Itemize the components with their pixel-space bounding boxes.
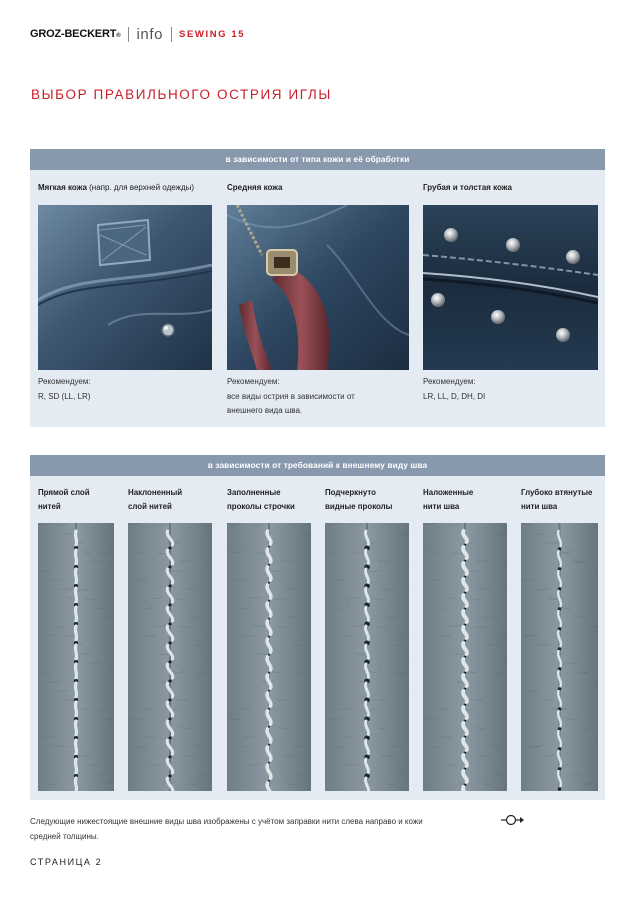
header-divider bbox=[171, 27, 172, 42]
page-header bbox=[30, 24, 245, 44]
thick-leather-recommendation bbox=[423, 375, 485, 404]
seam-title-deep bbox=[521, 486, 611, 515]
column-title-note: (напр. для верхней одежды) bbox=[86, 183, 195, 192]
seam-title-line: нитей bbox=[38, 502, 61, 512]
brand-mark: ® bbox=[116, 33, 121, 39]
soft-leather-recommendation bbox=[38, 375, 91, 404]
seam-title-line: видные проколы bbox=[325, 502, 393, 512]
thick-leather-image bbox=[423, 205, 598, 370]
section-label: SEWING 15 bbox=[179, 28, 246, 40]
seam-title-line: слой нитей bbox=[128, 502, 172, 512]
seam-title-line: Подчеркнуто bbox=[325, 488, 376, 497]
seam-title-line: Заполненные bbox=[227, 488, 281, 497]
seam-image-straight bbox=[38, 523, 114, 791]
footnote bbox=[30, 814, 500, 844]
recommend-value: R, SD (LL, LR) bbox=[38, 391, 91, 401]
page-title: ВЫБОР ПРАВИЛЬНОГО ОСТРИЯ ИГЛЫ bbox=[31, 87, 332, 102]
recommend-value: все виды острия в зависимости от bbox=[227, 391, 355, 401]
seam-image-deep bbox=[521, 523, 598, 791]
seam-image-inclined bbox=[128, 523, 212, 791]
leather-type-heading: в зависимости от типа кожи и её обработки bbox=[30, 149, 605, 170]
thread-direction-arrow-icon bbox=[500, 813, 526, 827]
leather-type-panel bbox=[30, 149, 605, 427]
thick-leather-title bbox=[423, 181, 512, 196]
seam-title-line: нити шва bbox=[423, 502, 460, 512]
seam-appearance-panel bbox=[30, 455, 605, 800]
seam-title-line: Прямой слой bbox=[38, 488, 90, 497]
seam-appearance-heading: в зависимости от требований к внешнему виду шва bbox=[30, 455, 605, 476]
seam-title-line: Наклоненный bbox=[128, 488, 183, 497]
seam-title-overlaid bbox=[423, 486, 513, 515]
seam-image-overlaid bbox=[423, 523, 507, 791]
seam-title-line: проколы строчки bbox=[227, 502, 295, 512]
seam-title-line: Глубоко втянутые bbox=[521, 488, 593, 497]
seam-title-straight bbox=[38, 486, 128, 515]
footnote-line: Следующие нижестоящие внешние виды шва изображены с учётом заправки нити слева направо и кожи bbox=[30, 817, 423, 826]
recommend-value: внешнего вида шва. bbox=[227, 406, 303, 415]
medium-leather-recommendation bbox=[227, 375, 355, 419]
recommend-label: Рекомендуем: bbox=[423, 377, 476, 386]
info-label: info bbox=[136, 25, 164, 43]
seam-image-visible-holes bbox=[325, 523, 409, 791]
brand-logo bbox=[30, 28, 120, 40]
column-title-bold: Мягкая кожа bbox=[38, 183, 87, 192]
seam-title-line: Наложенные bbox=[423, 488, 474, 497]
header-divider bbox=[128, 27, 129, 42]
soft-leather-image bbox=[38, 205, 212, 370]
seam-title-line: нити шва bbox=[521, 502, 558, 512]
page-number: СТРАНИЦА 2 bbox=[30, 857, 103, 867]
seam-title-inclined bbox=[128, 486, 218, 515]
seam-title-visible-holes bbox=[325, 486, 415, 515]
seam-image-filled bbox=[227, 523, 311, 791]
medium-leather-title bbox=[227, 181, 282, 196]
recommend-value: LR, LL, D, DH, DI bbox=[423, 391, 486, 401]
seam-title-filled bbox=[227, 486, 317, 515]
recommend-label: Рекомендуем: bbox=[227, 377, 280, 386]
medium-leather-image bbox=[227, 205, 409, 370]
footnote-line: средней толщины. bbox=[30, 832, 99, 841]
column-title-bold: Средняя кожа bbox=[227, 183, 283, 192]
brand-name: GROZ-BECKERT bbox=[30, 28, 117, 40]
soft-leather-title bbox=[38, 181, 194, 196]
column-title-bold: Грубая и толстая кожа bbox=[423, 183, 512, 192]
recommend-label: Рекомендуем: bbox=[38, 377, 91, 386]
